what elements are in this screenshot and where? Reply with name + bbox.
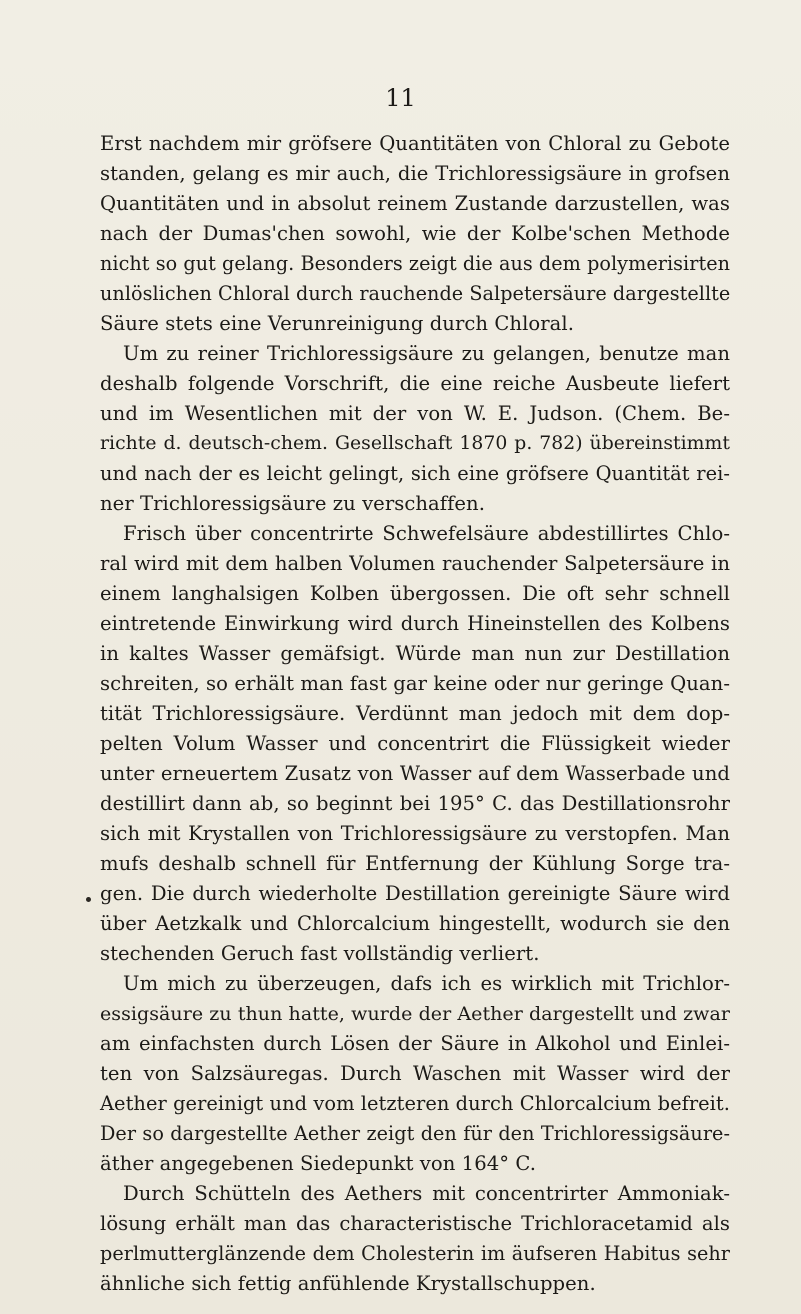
text-line: Säure stets eine Verunreinigung durch Chloral. — [100, 312, 574, 335]
text-line: lösung erhält man das characteristische Trichloracetamid als — [100, 1212, 730, 1235]
text-line: äther angegebenen Siedepunkt von 164° C. — [100, 1152, 536, 1175]
text-line: richte d. deutsch-chem. Gesellschaft 1870 p. 782) übereinstimmt — [100, 433, 730, 454]
text-line: Aether gereinigt und vom letzteren durch Chlorcalcium befreit. — [100, 1092, 730, 1115]
paragraph — [100, 969, 730, 1179]
text-line: tität Trichloressigsäure. Verdünnt man jedoch mit dem dop- — [100, 702, 730, 725]
text-line: unlöslichen Chloral durch rauchende Salpetersäure dargestellte — [100, 282, 731, 305]
text-line: am einfachsten durch Lösen der Säure in Alkohol und Einlei- — [100, 1032, 730, 1055]
text-line: perlmutterglänzende dem Cholesterin im äufseren Habitus sehr — [100, 1242, 730, 1265]
text-line: ral wird mit dem halben Volumen rauchender Salpetersäure in — [100, 552, 730, 575]
text-line: Um zu reiner Trichloressigsäure zu gelangen, benutze man — [123, 342, 730, 365]
text-line: Erst nachdem mir gröfsere Quantitäten von Chloral zu Gebote — [100, 132, 730, 155]
text-line: nach der Dumas'chen sowohl, wie der Kolbe'schen Methode — [100, 222, 730, 245]
text-line: deshalb folgende Vorschrift, die eine reiche Ausbeute liefert — [100, 372, 730, 395]
text-line: in kaltes Wasser gemäfsigt. Würde man nun zur Destillation — [100, 642, 730, 665]
text-line: gen. Die durch wiederholte Destillation gereinigte Säure wird — [100, 882, 730, 905]
text-line: ähnliche sich fettig anfühlende Krystallschuppen. — [100, 1272, 596, 1295]
text-line: Quantitäten und in absolut reinem Zustande darzustellen, was — [100, 192, 730, 215]
text-line: Durch Schütteln des Aethers mit concentrirter Ammoniak- — [123, 1182, 730, 1205]
text-line: standen, gelang es mir auch, die Trichloressigsäure in grofsen — [100, 162, 730, 185]
paragraph — [100, 129, 730, 339]
text-line: einem langhalsigen Kolben übergossen. Die oft sehr schnell — [100, 582, 730, 605]
text-line: pelten Volum Wasser und concentrirt die Flüssigkeit wieder — [100, 732, 730, 755]
text-line: mufs deshalb schnell für Entfernung der Kühlung Sorge tra- — [100, 852, 730, 875]
text-line: über Aetzkalk und Chlorcalcium hingestellt, wodurch sie den — [100, 912, 730, 935]
text-line: eintretende Einwirkung wird durch Hineinstellen des Kolbens — [100, 612, 730, 635]
text-line: und im Wesentlichen mit der von W. E. Judson. (Chem. Be- — [100, 402, 730, 425]
paragraph — [100, 519, 730, 969]
text-line: Der so dargestellte Aether zeigt den für den Trichloressigsäure- — [100, 1122, 730, 1145]
text-line: Um mich zu überzeugen, dafs ich es wirklich mit Trichlor- — [123, 972, 730, 995]
body-text — [100, 129, 730, 1299]
paragraph — [100, 1179, 730, 1299]
text-line: stechenden Geruch fast vollständig verliert. — [100, 942, 540, 965]
text-line: Frisch über concentrirte Schwefelsäure abdestillirtes Chlo- — [123, 522, 730, 545]
paragraph — [100, 339, 730, 519]
text-line: unter erneuertem Zusatz von Wasser auf dem Wasserbade und — [100, 762, 730, 785]
margin-mark — [86, 897, 91, 902]
text-line: destillirt dann ab, so beginnt bei 195° C. das Destillationsrohr — [100, 792, 730, 815]
text-line: sich mit Krystallen von Trichloressigsäure zu verstopfen. Man — [100, 822, 730, 845]
text-line: und nach der es leicht gelingt, sich eine gröfsere Quantität rei- — [100, 462, 730, 485]
text-line: ten von Salzsäuregas. Durch Waschen mit Wasser wird der — [100, 1062, 730, 1085]
text-line: schreiten, so erhält man fast gar keine oder nur geringe Quan- — [100, 672, 730, 695]
page-number: 11 — [385, 84, 416, 112]
text-line: nicht so gut gelang. Besonders zeigt die aus dem polymerisirten — [100, 252, 731, 275]
text-line: essigsäure zu thun hatte, wurde der Aether dargestellt und zwar — [100, 1003, 730, 1025]
text-line: ner Trichloressigsäure zu verschaffen. — [100, 492, 485, 515]
